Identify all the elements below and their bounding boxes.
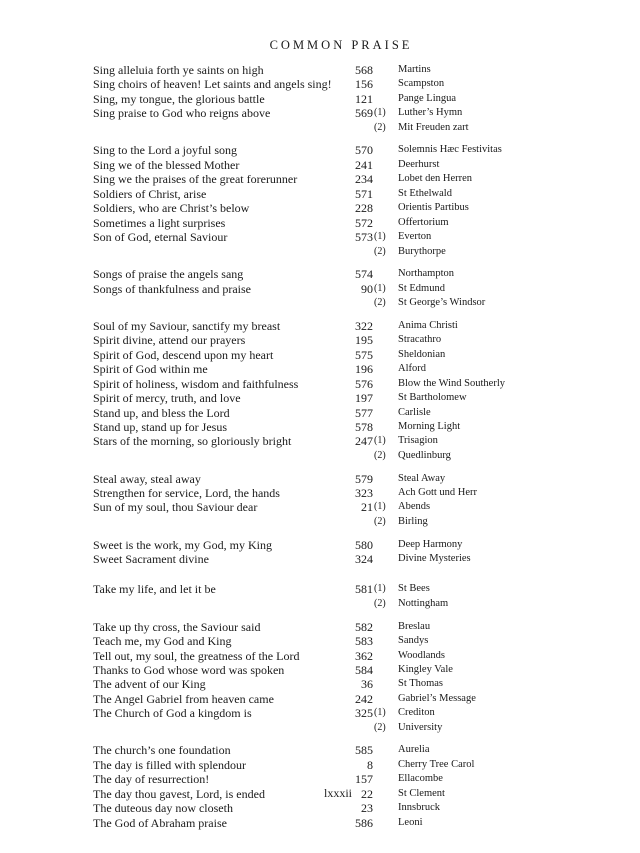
hymn-number: 568 [355, 63, 373, 77]
hymn-first-line: The Church of God a kingdom is [93, 706, 252, 721]
tune-name: Blow the Wind Southerly [398, 377, 506, 389]
hymn-number: 580 [355, 537, 373, 552]
index-row [0, 582, 640, 596]
hymn-first-line: Sweet Sacrament divine [93, 552, 209, 567]
hymn-number: 36 [361, 677, 373, 692]
hymn-first-line: Stand up, and bless the Lord [93, 405, 230, 420]
tune-name: Solemnis Hæc Festivitas [398, 144, 502, 156]
tune-name: Crediton [398, 707, 435, 719]
tune-variant: (2) [374, 449, 386, 461]
tune-name: Scampston [398, 78, 445, 90]
tune-variant: (1) [374, 583, 386, 595]
tune-name: Deep Harmony [398, 538, 463, 550]
hymn-number: 578 [355, 419, 373, 434]
tune-name: Martins [398, 64, 431, 75]
index-row [0, 121, 640, 135]
index-row [0, 187, 640, 201]
tune-variant: (1) [374, 107, 386, 119]
hymn-first-line: The day of resurrection! [93, 772, 210, 787]
hymn-first-line: Son of God, eternal Saviour [93, 230, 228, 245]
index-row [0, 538, 640, 552]
hymn-first-line: Songs of praise the angels sang [93, 267, 244, 282]
page-header: COMMON PRAISE [269, 38, 413, 52]
hymn-first-line: Sing we of the blessed Mother [93, 157, 240, 172]
tune-name: Quedlinburg [398, 449, 451, 461]
tune-name: Anima Christi [398, 319, 458, 331]
hymn-first-line: The church’s one foundation [93, 743, 231, 758]
hymn-first-line: Spirit of mercy, truth, and love [93, 391, 241, 406]
hymn-number: 577 [355, 405, 373, 420]
page-number: lxxxii [323, 786, 352, 800]
hymn-first-line: Spirit of God, descend upon my heart [93, 347, 274, 362]
tune-name: Birling [398, 515, 428, 527]
tune-name: St Clement [398, 787, 445, 799]
index-row [0, 319, 640, 333]
hymn-number: 582 [355, 619, 373, 634]
hymn-number: 569 [355, 106, 373, 121]
hymn-number: 583 [355, 634, 373, 649]
tune-name: Luther’s Hymn [398, 107, 463, 119]
hymn-first-line: The advent of our King [93, 677, 206, 692]
hymn-first-line: Sing to the Lord a joyful song [93, 143, 237, 158]
hymn-first-line: The God of Abraham praise [93, 815, 227, 830]
index-row [0, 216, 640, 230]
hymn-number: 585 [355, 743, 373, 758]
index-row [0, 663, 640, 677]
hymn-first-line: The Angel Gabriel from heaven came [93, 691, 274, 706]
hymn-number: 241 [355, 157, 373, 172]
index-row [0, 296, 640, 310]
hymn-first-line: Sing praise to God who reigns above [93, 106, 271, 121]
index-row [0, 230, 640, 244]
hymn-number: 228 [355, 201, 373, 216]
index-row [0, 486, 640, 500]
hymn-first-line: Soldiers, who are Christ’s below [93, 201, 250, 216]
hymn-first-line: Thanks to God whose word was spoken [93, 662, 285, 677]
tune-name: Pange Lingua [398, 92, 457, 104]
index-row [0, 743, 640, 757]
hymn-number: 324 [355, 552, 373, 567]
tune-variant: (2) [374, 297, 386, 309]
tune-name: Everton [398, 231, 432, 243]
tune-name: Mit Freuden zart [398, 121, 469, 133]
index-row [0, 692, 640, 706]
hymn-first-line: The duteous day now closeth [93, 801, 233, 816]
index-row [0, 816, 640, 830]
index-row [0, 406, 640, 420]
tune-name: St George’s Windsor [398, 297, 486, 309]
index-row [0, 63, 640, 77]
hymn-number: 322 [355, 318, 373, 333]
hymn-first-line: Sing alleluia forth ye saints on high [93, 63, 264, 77]
index-row [0, 472, 640, 486]
index-row [0, 634, 640, 648]
hymn-first-line: Take up thy cross, the Saviour said [93, 619, 261, 634]
hymn-number: 575 [355, 347, 373, 362]
hymn-number: 8 [367, 757, 373, 772]
hymn-first-line: Sing, my tongue, the glorious battle [93, 91, 265, 106]
index-row [0, 362, 640, 376]
tune-name: Northampton [398, 268, 454, 280]
index-row [0, 348, 640, 362]
index-row [0, 201, 640, 215]
tune-variant: (2) [374, 245, 386, 257]
hymn-number: 325 [355, 706, 373, 721]
index-row [0, 449, 640, 463]
index-row [0, 597, 640, 611]
hymn-number: 197 [355, 391, 373, 406]
index-row [0, 620, 640, 634]
hymn-number: 576 [355, 376, 373, 391]
hymn-number: 581 [355, 582, 373, 597]
hymn-number: 121 [355, 91, 373, 106]
hymn-number: 247 [355, 434, 373, 449]
tune-name: Morning Light [398, 420, 461, 432]
hymn-number: 572 [355, 215, 373, 230]
hymn-first-line: Sing choirs of heaven! Let saints and angels sing! [93, 77, 332, 92]
hymn-first-line: Teach me, my God and King [93, 634, 232, 649]
index-row [0, 333, 640, 347]
tune-name: Aurelia [398, 744, 430, 756]
tune-name: Burythorpe [398, 245, 446, 257]
index-row [0, 143, 640, 157]
tune-variant: (1) [374, 707, 386, 719]
hymn-first-line: The day thou gavest, Lord, is ended [93, 786, 265, 801]
hymn-number: 573 [355, 230, 373, 245]
hymn-number: 90 [361, 281, 373, 296]
hymn-number: 579 [355, 471, 373, 486]
hymn-number: 362 [355, 648, 373, 663]
index-row [0, 158, 640, 172]
tune-name: Alford [398, 363, 426, 375]
tune-name: Trisagion [398, 435, 438, 447]
index-row [0, 772, 640, 786]
tune-variant: (2) [374, 121, 386, 133]
tune-name: Innsbruck [398, 802, 440, 814]
hymn-first-line: Stand up, stand up for Jesus [93, 419, 227, 434]
tune-name: Steal Away [398, 472, 446, 484]
index-row [0, 706, 640, 720]
hymn-first-line: Soul of my Saviour, sanctify my breast [93, 318, 281, 333]
tune-name: Ellacombe [398, 773, 443, 785]
hymn-first-line: Tell out, my soul, the greatness of the Lord [93, 648, 300, 663]
index-row [0, 377, 640, 391]
tune-name: University [398, 721, 443, 733]
tune-variant: (1) [374, 282, 386, 294]
tune-variant: (2) [374, 597, 386, 609]
hymn-first-line: Strengthen for service, Lord, the hands [93, 486, 280, 500]
tune-name: St Bees [398, 583, 430, 595]
hymn-first-line: Songs of thankfulness and praise [93, 281, 251, 296]
index-row [0, 172, 640, 186]
hymn-number: 242 [355, 691, 373, 706]
hymn-number: 586 [355, 815, 373, 830]
tune-name: Stracathro [398, 334, 442, 346]
index-row [0, 245, 640, 259]
hymn-number: 21 [361, 500, 373, 515]
tune-name: Gabriel’s Message [398, 692, 476, 704]
hymn-number: 234 [355, 172, 373, 187]
hymn-first-line: Sun of my soul, thou Saviour dear [93, 500, 258, 515]
index-row [0, 677, 640, 691]
index-row [0, 721, 640, 735]
tune-variant: (1) [374, 435, 386, 447]
index-row [0, 77, 640, 91]
index-row [0, 420, 640, 434]
hymn-number: 157 [355, 772, 373, 787]
index-row [0, 434, 640, 448]
tune-name: Divine Mysteries [398, 553, 471, 565]
tune-name: Breslau [398, 620, 431, 632]
tune-name: Kingley Vale [398, 663, 453, 675]
index-row [0, 515, 640, 529]
index-row [0, 106, 640, 120]
tune-name: Woodlands [398, 649, 445, 661]
hymn-first-line: Soldiers of Christ, arise [93, 186, 207, 201]
hymn-first-line: Take my life, and let it be [93, 582, 216, 597]
index-row [0, 391, 640, 405]
tune-variant: (2) [374, 721, 386, 733]
hymn-number: 323 [355, 486, 373, 500]
hymn-number: 574 [355, 267, 373, 282]
tune-name: Lobet den Herren [398, 173, 473, 185]
tune-name: Ach Gott und Herr [398, 487, 478, 498]
hymn-first-line: The day is filled with splendour [93, 757, 246, 772]
hymn-first-line: Spirit of holiness, wisdom and faithfulness [93, 376, 299, 391]
index-row [0, 552, 640, 566]
hymn-first-line: Sometimes a light surprises [93, 215, 226, 230]
hymn-first-line: Stars of the morning, so gloriously bright [93, 434, 292, 449]
tune-name: Carlisle [398, 406, 431, 418]
tune-name: Abends [398, 501, 431, 513]
hymn-number: 570 [355, 143, 373, 158]
hymn-first-line: Sweet is the work, my God, my King [93, 537, 272, 552]
tune-variant: (2) [374, 515, 386, 527]
index-row [0, 500, 640, 514]
tune-name: Cherry Tree Carol [398, 758, 475, 770]
hymn-first-line: Spirit of God within me [93, 362, 208, 377]
tune-variant: (1) [374, 501, 386, 513]
tune-name: Offertorium [398, 216, 449, 228]
index-row [0, 282, 640, 296]
tune-name: Orientis Partibus [398, 202, 469, 214]
tune-name: Sheldonian [398, 348, 446, 360]
hymn-index [0, 63, 640, 830]
index-row [0, 649, 640, 663]
hymn-number: 195 [355, 333, 373, 348]
index-row [0, 92, 640, 106]
tune-name: Nottingham [398, 597, 449, 609]
tune-name: St Thomas [398, 678, 444, 690]
tune-name: St Ethelwald [398, 187, 452, 199]
tune-name: Leoni [398, 816, 423, 828]
tune-name: Deerhurst [398, 158, 440, 170]
hymn-first-line: Sing we the praises of the great forerunner [93, 172, 298, 187]
hymn-first-line: Steal away, steal away [93, 471, 201, 486]
hymn-number: 23 [361, 801, 373, 816]
index-row [0, 758, 640, 772]
hymn-number: 156 [355, 77, 373, 92]
hymn-number: 571 [355, 186, 373, 201]
tune-name: Sandys [398, 635, 429, 647]
hymn-first-line: Spirit divine, attend our prayers [93, 333, 246, 348]
hymn-number: 22 [361, 786, 373, 801]
hymn-number: 584 [355, 662, 373, 677]
index-row [0, 801, 640, 815]
tune-variant: (1) [374, 231, 386, 243]
tune-name: St Edmund [398, 282, 445, 294]
hymn-number: 196 [355, 362, 373, 377]
tune-name: St Bartholomew [398, 392, 467, 404]
index-row [0, 267, 640, 281]
